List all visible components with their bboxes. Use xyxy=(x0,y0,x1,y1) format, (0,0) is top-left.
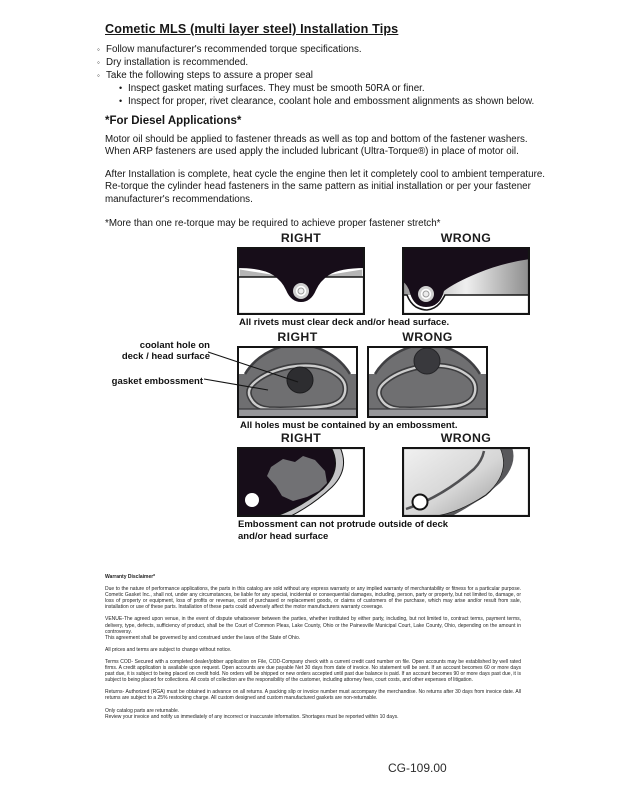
gasket-embossment-label: gasket embossment xyxy=(111,376,203,387)
diesel-paragraph: After Installation is complete, heat cycle the engine then let it completely cool to ambient temperature. Re-torque the cylinder head fasteners in the same pattern as initial installation or per your fastener manufacturer's recommendations. xyxy=(105,168,546,205)
legal-paragraph: Terms COD- Secured with a completed dealer/jobber application on File, COD-Company check with a current credit card number on file. Open accounts may be established by well rated firms. A credit application is available upon request. Open accounts are due payable Net 30 days from date of invoice. No statement will be sent. If an account becomes 60 or more days past due, it is subject to being placed on credit hold. No orders will be shipped or new orders accepted until past due balance is paid. If an account becomes 90 or more days past due, it is subject to being placed for collections. All costs of collection are the responsibility of the customer, including attorney fees, court costs, and other expenses of litigation. xyxy=(105,658,521,684)
legal-paragraph: VENUE-The agreed upon venue, in the event of dispute whatsoever between the parties, whether instituted by either party, including, but not limited to, contract terms, payment terms, delivery, type, defects, sufficiency of product, shall be the Court of Common Pleas, Lake County, Ohio or the Painesville Municipal Court, Lake County, Ohio, depending on the amount in controversy. xyxy=(105,616,521,635)
rivet-right-panel xyxy=(237,231,365,315)
holes-caption: All holes must be contained by an embossment. xyxy=(240,420,458,431)
protrusion-wrong-panel xyxy=(402,431,530,517)
legal-section xyxy=(105,574,521,726)
list-item xyxy=(97,43,550,56)
legal-paragraph: Only catalog parts are returnable. xyxy=(105,707,180,714)
hole-embossment-wrong-diagram xyxy=(367,346,488,418)
label-line: deck / head surface xyxy=(121,351,210,362)
leader-lines xyxy=(200,345,306,397)
list-item xyxy=(119,95,550,108)
open-bullet-icon: ◦ xyxy=(97,58,100,67)
bullet-text: Inspect gasket mating surfaces. They must be smooth 50RA or finer. xyxy=(128,83,425,94)
tips-bullet-list xyxy=(97,43,550,108)
bullet-text: Follow manufacturer's recommended torque specifications. xyxy=(106,44,362,55)
retorque-note: *More than one re-torque may be required to achieve proper fastener stretch* xyxy=(105,218,441,229)
wrong-label: WRONG xyxy=(440,231,492,245)
bullet-text: Dry installation is recommended. xyxy=(106,57,249,68)
rivet-wrong-panel xyxy=(402,231,530,315)
protrusion-caption xyxy=(238,519,468,542)
open-bullet-icon: ◦ xyxy=(97,71,100,80)
label-line: coolant hole on xyxy=(139,340,210,351)
diesel-applications-section xyxy=(105,115,545,241)
wrong-label: WRONG xyxy=(402,330,453,344)
diesel-paragraph: Motor oil should be applied to fastener threads as well as top and bottom of the fastener washers. When ARP fasteners are used apply the included lubricant (Ultra-Torque®) in place of motor oil. xyxy=(105,133,528,157)
list-item xyxy=(97,69,550,82)
legal-paragraph: Due to the nature of performance applications, the parts in this catalog are sold without any express warranty or any implied warranty of merchantability or fitness for a particular purpose. Cometic Gasket Inc., shall not, under any circumstances, be liable for any special, incidental or consequential damages, including, person, party or property, but not limited to, damage, or loss of property or equipment, loss of profits or revenue, cost of purchased or replacement goods, or claims of customers of the purchase, which may arise and/or result from sale, installation or use of these parts. Installation of these parts could adversely affect the motor manufacturers warranty coverage. xyxy=(105,586,521,611)
coolant-hole-label xyxy=(98,340,210,362)
protrusion-right-panel xyxy=(237,431,365,517)
filled-bullet-icon: • xyxy=(119,83,123,93)
caption-line: Embossment can not protrude outside of deck xyxy=(238,519,449,530)
bullet-text: Inspect for proper, rivet clearance, coolant hole and embossment alignments as shown below. xyxy=(128,96,535,107)
wrong-label: WRONG xyxy=(440,431,492,445)
legal-paragraph: Returns- Authorized (RGA) must be obtained in advance on all returns. A packing slip or invoice number must accompany the merchandise. No returns after 30 days from invoice date. All returns are subject to a 25% restocking charge. All custom designed and custom manufactured gaskets are non-returnable. xyxy=(105,689,521,702)
rivet-caption: All rivets must clear deck and/or head surface. xyxy=(239,317,450,328)
legal-paragraph: All prices and terms are subject to change without notice. xyxy=(105,646,232,653)
protrusion-wrong-diagram xyxy=(402,447,530,517)
list-item xyxy=(97,56,550,69)
rivet-clearance-right-diagram xyxy=(237,247,365,315)
filled-bullet-icon: • xyxy=(119,96,123,106)
caption-line: and/or head surface xyxy=(238,530,329,542)
warranty-disclaimer-heading: Warranty Disclaimer* xyxy=(105,574,156,580)
right-label: RIGHT xyxy=(277,330,318,344)
diagram-row-rivets xyxy=(237,231,530,315)
protrusion-right-diagram xyxy=(237,447,365,517)
legal-paragraph: Review your invoice and notify us immediately of any incorrect or inaccurate information. Shortages must be reported within 10 days. xyxy=(105,713,399,720)
page-number: CG-109.00 xyxy=(388,761,447,775)
open-bullet-icon: ◦ xyxy=(97,45,100,54)
installation-tips-section xyxy=(97,22,550,108)
bullet-text: Take the following steps to assure a proper seal xyxy=(106,70,313,81)
rivet-clearance-wrong-diagram xyxy=(402,247,530,315)
diesel-heading: *For Diesel Applications* xyxy=(105,115,242,127)
right-label: RIGHT xyxy=(280,231,322,245)
legal-paragraph: This agreement shall be governed by and construed under the laws of the State of Ohio. xyxy=(105,634,301,641)
holes-wrong-panel xyxy=(367,330,488,418)
page-title: Cometic MLS (multi layer steel) Installation Tips xyxy=(105,22,399,36)
right-label: RIGHT xyxy=(280,431,322,445)
list-item xyxy=(119,82,550,95)
diagram-row-protrusion xyxy=(237,431,530,517)
